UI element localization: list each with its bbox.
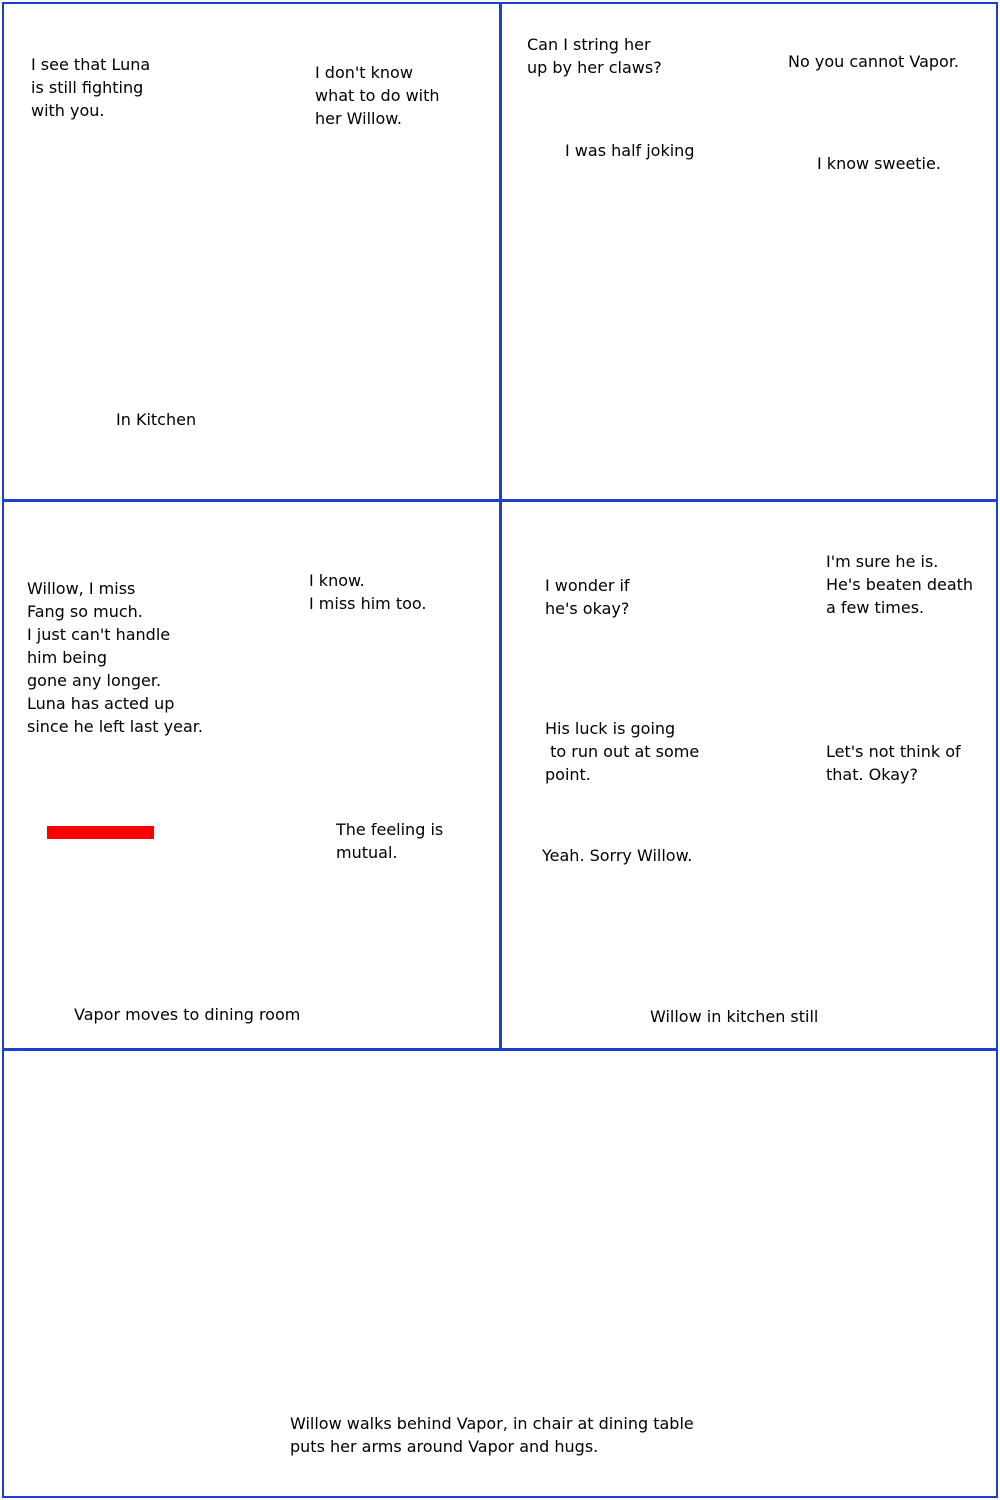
dialogue-feeling-mutual: The feeling is mutual.: [336, 820, 444, 862]
scene-note-hug: Willow walks behind Vapor, in chair at dining table puts her arms around Vapor and hugs.: [290, 1414, 694, 1456]
dialogue-sure-he-is: I'm sure he is. He's beaten death a few times.: [826, 552, 974, 617]
dialogue-luck-run-out: His luck is going to run out at some point.: [545, 719, 700, 784]
dialogue-half-joking: I was half joking: [565, 141, 695, 160]
dialogue-miss-him-too: I know. I miss him too.: [309, 571, 427, 613]
dialogue-string-her-up: Can I string her up by her claws?: [527, 35, 662, 77]
scene-note-kitchen-still: Willow in kitchen still: [650, 1007, 819, 1026]
dialogue-vapor-dont-know: I don't know what to do with her Willow.: [315, 63, 440, 128]
dialogue-sorry-willow: Yeah. Sorry Willow.: [542, 846, 693, 865]
scene-note-dining-room: Vapor moves to dining room: [74, 1005, 301, 1024]
dialogue-i-know-sweetie: I know sweetie.: [817, 154, 941, 173]
dialogue-miss-fang: Willow, I miss Fang so much. I just can't handle him being gone any longer. Luna has acted up since he left last year.: [27, 579, 203, 736]
dialogue-wonder-if-okay: I wonder if he's okay?: [545, 576, 630, 618]
dialogue-no-you-cannot: No you cannot Vapor.: [788, 52, 960, 71]
dialogue-lets-not-think: Let's not think of that. Okay?: [826, 742, 961, 784]
scene-note-kitchen: In Kitchen: [116, 410, 197, 429]
redaction-bar: [47, 826, 154, 839]
dialogue-willow-luna-fighting: I see that Luna is still fighting with you.: [31, 55, 151, 120]
